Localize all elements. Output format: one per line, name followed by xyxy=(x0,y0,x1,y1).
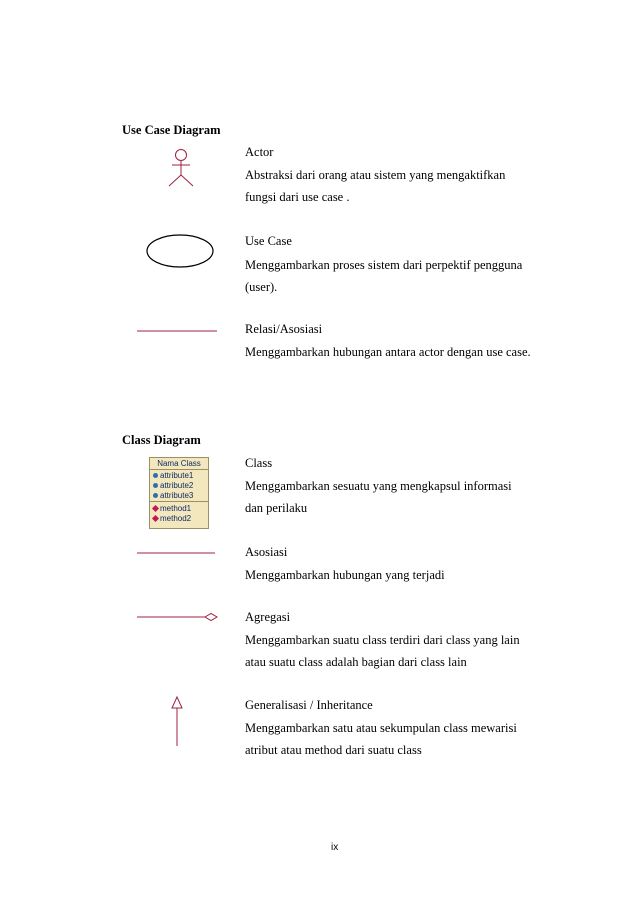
association-term: Asosiasi xyxy=(245,545,288,559)
association-description-line1: Menggambarkan hubungan yang terjadi xyxy=(245,568,445,582)
attribute-icon xyxy=(153,483,158,488)
use-case-description-line1: Menggambarkan proses sistem dari perpektif pengguna xyxy=(245,258,523,272)
class-attribute: attribute2 xyxy=(150,480,208,490)
attribute-icon xyxy=(153,473,158,478)
aggregation-description-line1: Menggambarkan suatu class terdiri dari class yang lain xyxy=(245,633,520,647)
method-icon xyxy=(152,514,159,521)
aggregation-line-icon xyxy=(137,612,219,622)
actor-description-line2: fungsi dari use case . xyxy=(245,190,350,204)
aggregation-description-line2: atau suatu class adalah bagian dari class lain xyxy=(245,655,467,669)
use-case-term: Use Case xyxy=(245,234,292,248)
attribute-icon xyxy=(153,493,158,498)
method-icon xyxy=(152,504,159,511)
aggregation-term: Agregasi xyxy=(245,610,291,624)
page-number: ix xyxy=(331,842,339,853)
relation-term: Relasi/Asosiasi xyxy=(245,322,323,336)
class-method: method2 xyxy=(150,513,208,523)
actor-term: Actor xyxy=(245,145,274,159)
class-method: method1 xyxy=(150,503,208,513)
relation-description-line1: Menggambarkan hubungan antara actor dengan use case. xyxy=(245,345,531,359)
generalization-arrow-icon xyxy=(170,696,184,748)
association-line-icon xyxy=(137,329,217,333)
generalization-description-line1: Menggambarkan satu atau sekumpulan class mewarisi xyxy=(245,721,517,735)
use-case-section-title: Use Case Diagram xyxy=(122,123,221,137)
actor-icon xyxy=(166,149,196,189)
use-case-ellipse-icon xyxy=(145,233,215,269)
class-attributes-compartment xyxy=(150,470,208,502)
class-attribute: attribute1 xyxy=(150,470,208,480)
actor-description-line1: Abstraksi dari orang atau sistem yang mengaktifkan xyxy=(245,168,506,182)
generalization-term: Generalisasi / Inheritance xyxy=(245,698,373,712)
generalization-description-line2: atribut atau method dari suatu class xyxy=(245,743,422,757)
class-section-title: Class Diagram xyxy=(122,433,201,447)
class-description-line2: dan perilaku xyxy=(245,501,308,515)
class-term: Class xyxy=(245,456,273,470)
class-name: Nama Class xyxy=(157,459,201,468)
class-methods-compartment xyxy=(150,503,208,527)
class-attribute: attribute3 xyxy=(150,490,208,500)
use-case-description-line2: (user). xyxy=(245,280,278,294)
class-description-line1: Menggambarkan sesuatu yang mengkapsul informasi xyxy=(245,479,512,493)
class-icon xyxy=(149,457,209,529)
class-association-line-icon xyxy=(137,551,215,555)
class-name-compartment xyxy=(150,458,208,470)
